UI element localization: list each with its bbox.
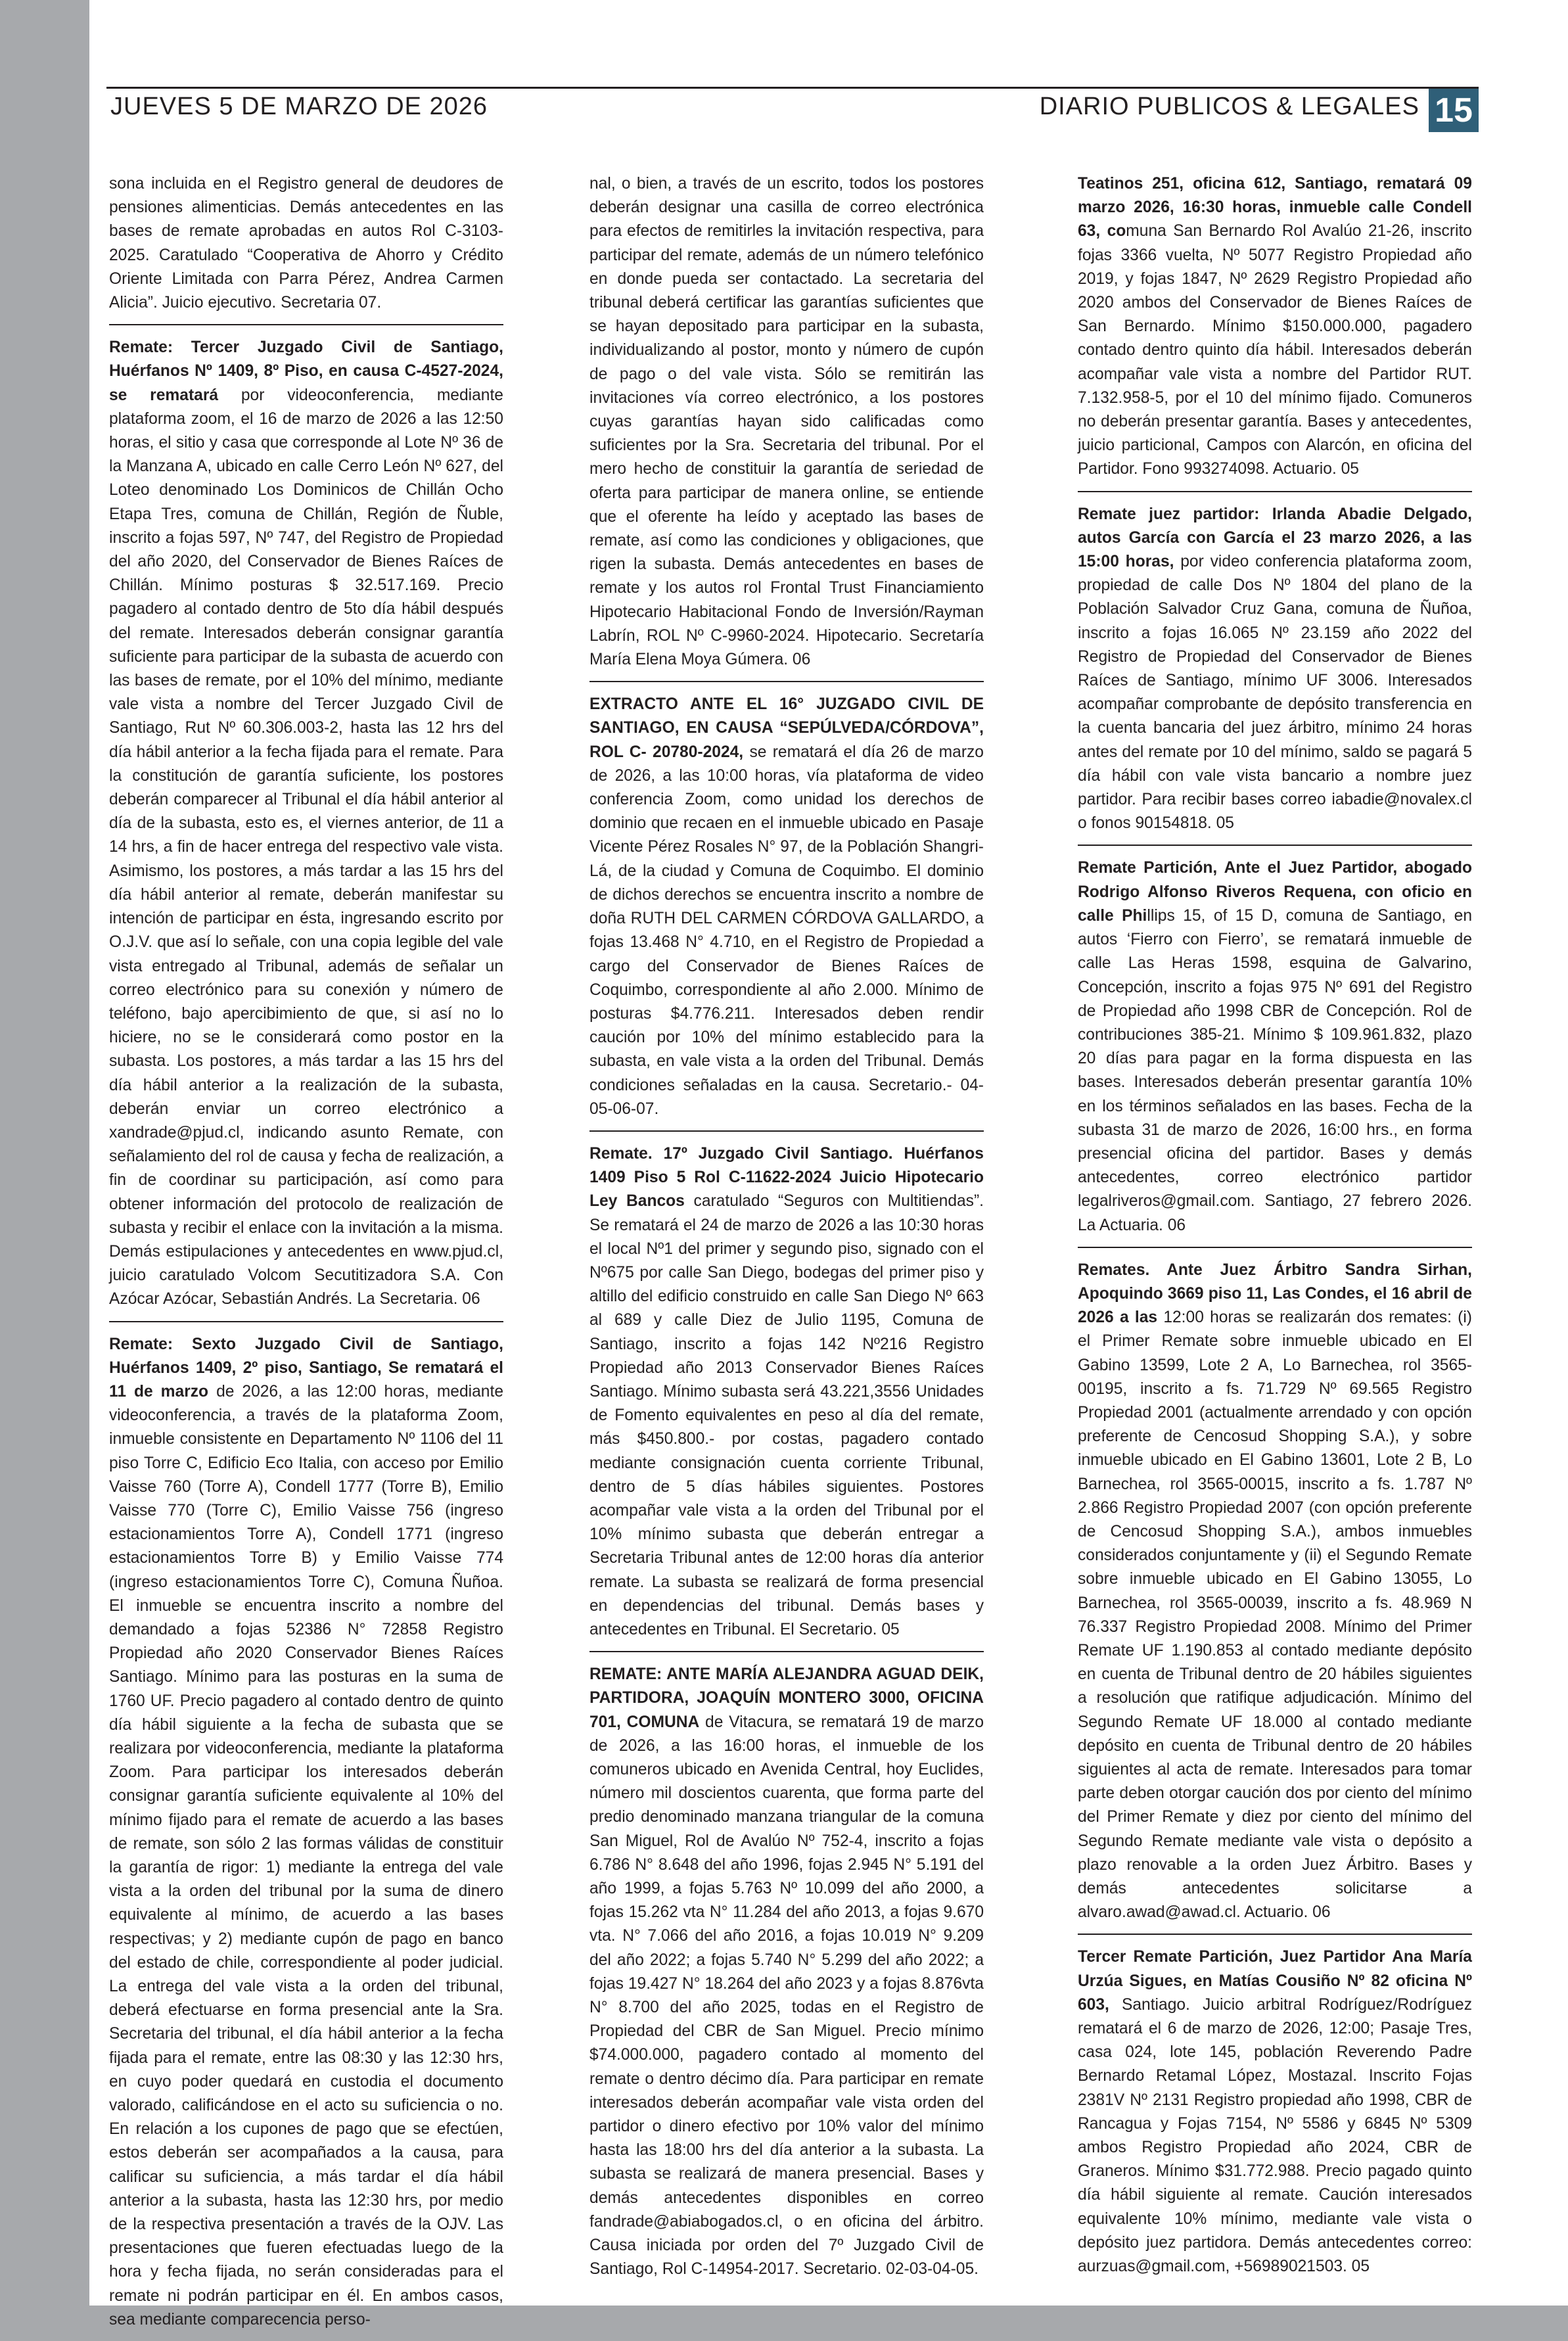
notice-text (1078, 1259, 1472, 1925)
notice-text (109, 336, 503, 1311)
notice-lead: Remate Partición, Ante el Juez Partidor, abogado Rodrigo Alfonso Riveros Requena, con oficio en calle Phi (1078, 859, 1472, 925)
notice-lead: Remate: Tercer Juzgado Civil de Santiago, Huérfanos Nº 1409, 8º Piso, en causa C-4527-2024, se rematará (109, 338, 503, 404)
legal-notice (1078, 1247, 1472, 1934)
newspaper-title: DIARIO PUBLICOS & LEGALES (1039, 93, 1419, 120)
page-number-badge: 15 (1429, 89, 1479, 132)
notice-body: sona incluida en el Registro general de deudores de pensiones alimenticias. Demás antecedentes en las bases de remate aprobadas en autos Rol C-3103-2025. Caratulado “Cooperativa de Ahorro y Crédito Oriente Limitada con Parra Pérez, Andrea Carmen Alicia”. Juicio ejecutivo. Secretaria 07. (109, 175, 503, 312)
notice-body: Santiago. Juicio arbitral Rodríguez/Rodríguez rematará el 6 de marzo de 2026, 12:00; Pasaje Tres, casa 024, lote 145, población Reverendo Padre Bernardo Retamal López, Mostazal. Inscrito Fojas 2381V Nº 2131 Registro propiedad año 1998, CBR de Rancagua y Fojas 7154, Nº 5586 y 6845 Nº 5309 ambos Registro Propiedad año 2024, CBR de Graneros. Mínimo $31.772.988. Precio pagado quinto día hábil siguiente al remate. Caución interesados equivalente 10% mínimo, mediante vale vista o depósito juez partidora. Demás antecedentes correo: aurzuas@gmail.com, +56989021503. 05 (1078, 1995, 1472, 2276)
legal-notice (589, 1130, 984, 1651)
notice-lead: Tercer Remate Partición, Juez Partidor Ana María Urzúa Sigues, en Matías Cousiño Nº 82 oficina Nº 603, (1078, 1948, 1472, 2014)
issue-date: JUEVES 5 DE MARZO DE 2026 (110, 93, 488, 120)
legal-notice (109, 1321, 503, 2341)
notice-text (589, 1663, 984, 2281)
notice-text (109, 172, 503, 315)
notice-body: de 2026, a las 12:00 horas, mediante videoconferencia, a través de la plataforma Zoom, inmueble consistente en Departamento Nº 1106 del 11 piso Torre C, Edificio Eco Italia, con acceso por Emilio Vaisse 760 (Torre A), Condell 1777 (Torre B), Emilio Vaisse 770 (Torre C), Emilio Vaisse 756 (ingreso estacionamientos Torre A), Condell 1771 (ingreso estacionamientos Torre B) y Emilio Vaisse 774 (ingreso estacionamientos Torre C), Comuna Ñuñoa. El inmueble se encuentra inscrito a nombre del demandado a fojas 52386 N° 72858 Registro Propiedad año 2020 Conservador Bienes Raíces Santiago. Mínimo para las posturas en la suma de 1760 UF. Precio pagadero al contado dentro de quinto día hábil siguiente a la fecha de subasta que se realizara por videoconferencia, mediante la plataforma Zoom. Para participar los interesados deberán consignar garantía suficiente equivalente al 10% del mínimo fijado para el remate de acuerdo a las bases de remate, son sólo 2 las formas válidas de constituir la garantía de rigor: 1) mediante la entrega del vale vista a la orden del tribunal por la suma de dinero equivalente al mínimo, de acuerdo a las bases respectivas; y 2) mediante cupón de pago en banco del estado de chile, correspondiente al poder judicial. La entrega del vale vista a la orden del tribunal, deberá efectuarse en forma presencial ante la Sra. Secretaria del tribunal, el día hábil anterior a la fecha fijada para el remate, entre las 08:30 y las 12:30 hrs, en cuyo poder quedará en custodia el documento valorado, calificándose en el acto su suficiencia o no. En relación a los cupones de pago que se efectúen, estos deberán ser acompañados a la causa, para calificar su suficiencia, a más tardar el día hábil anterior a la subasta, hasta las 12:30 hrs, por medio de la respectiva presentación a través de la OJV. Las presentaciones que fueren efectuadas luego de la hora y fecha fijada, no serán consideradas para el remate ni podrán participar en él. En ambos casos, sea mediante comparecencia perso- (109, 1382, 503, 2329)
notice-lead: REMATE: ANTE MARÍA ALEJANDRA AGUAD DEIK, PARTIDORA, JOAQUÍN MONTERO 3000, OFICINA 701, COMUNA (589, 1665, 984, 1731)
legal-notice (1078, 1934, 1472, 2288)
notice-body: nal, o bien, a través de un escrito, todos los postores deberán designar una casilla de correo electrónica para efectos de remitirles la invitación respectiva, para participar del remate, además de un número telefónico en donde pueda ser contactado. La secretaria del tribunal deberá certificar las garantías suficientes que se hayan depositado para participar en la subasta, individualizando al postor, monto y número de cupón de pago o del vale vista. Sólo se remitirán las invitaciones vía correo electrónico, a los postores cuyas garantías hayan sido calificadas como suficientes por la Sra. Secretaria del tribunal. Por el mero hecho de constituir la garantía de seriedad de oferta para participar de manera online, se entiende que el oferente ha leído y aceptado las bases de remate, así como las condiciones y obligaciones, que rigen la subasta. Demás antecedentes en bases de remate y los autos rol Frontal Trust Financiamiento Hipotecario Habitacional Fondo de Inversión/Rayman Labrín, ROL Nº C-9960-2024. Hipotecario. Secretaría María Elena Moya Gúmera. 06 (589, 175, 984, 669)
page-header (106, 87, 1479, 129)
notice-lead: Remate: Sexto Juzgado Civil de Santiago, Huérfanos 1409, 2º piso, Santiago, Se rematará el 11 de marzo (109, 1335, 503, 1401)
notice-body: se rematará el día 26 de marzo de 2026, a las 10:00 horas, vía plataforma de video conferencia Zoom, como unidad los derechos de dominio que recaen en el inmueble ubicado en Pasaje Vicente Pérez Rosales N° 97, de la Población Shangri-Lá, de la ciudad y Comuna de Coquimbo. El dominio de dichos derechos se encuentra inscrito a nombre de doña RUTH DEL CARMEN CÓRDOVA GALLARDO, a fojas 13.468 N° 4.710, en el Registro de Propiedad a cargo del Conservador de Bienes Raíces de Coquimbo, correspondiente al año 2.000. Mínimo de posturas $4.776.211. Interesados deben rendir caución por 10% del mínimo establecido para la subasta, en vale vista a la orden del Tribunal. Demás condiciones señaladas en la causa. Secretario.- 04-05-06-07. (589, 743, 984, 1118)
notice-text (1078, 1945, 1472, 2279)
notice-text (589, 693, 984, 1121)
legal-notice (1078, 845, 1472, 1246)
column-3 (1078, 172, 1472, 2288)
column-1 (109, 172, 503, 2341)
notice-body: muna San Bernardo Rol Avalúo 21-26, inscrito fojas 3366 vuelta, Nº 5077 Registro Propiedad año 2019, y fojas 1847, Nº 2629 Registro Propiedad año 2020 ambos del Conservador de Bienes Raíces de San Bernardo. Mínimo $150.000.000, pagadero contado dentro quinto día hábil. Interesados deberán acompañar vale vista a nombre del Partidor RUT. 7.132.958-5, por el 10 del mínimo fijado. Comuneros no deberán presentar garantía. Bases y antecedentes, juicio particional, Campos con Alarcón, en oficina del Partidor. Fono 993274098. Actuario. 05 (1078, 222, 1472, 478)
notice-body: por video conferencia plataforma zoom, propiedad de calle Dos Nº 1804 del plano de la Población Salvador Cruz Gana, comuna de Ñuñoa, inscrito a fojas 16.065 Nº 23.159 año 2022 del Registro de Propiedad del Conservador de Bienes Raíces de Santiago, mínimo UF 3006. Interesados acompañar comprobante de depósito transferencia en la cuenta bancaria del juez árbitro, mínimo 24 horas antes del remate por 10 del mínimo, saldo se pagará 5 día hábil con vale vista bancario a nombre juez partidor. Para recibir bases correo iabadie@novalex.cl o fonos 90154818. 05 (1078, 553, 1472, 833)
legal-notice (589, 681, 984, 1130)
notice-text (1078, 503, 1472, 836)
notice-body: 12:00 horas se realizarán dos remates: (i) el Primer Remate sobre inmueble ubicado en El Gabino 13599, Lote 2 A, Lo Barnechea, rol 3565-00195, inscrito a fs. 71.729 Nº 69.565 Registro Propiedad 2001 (actualmente arrendado y con opción preferente de Cencosud Shopping S.A.), y sobre inmueble ubicado en El Gabino 13601, Lote 2 B, Lo Barnechea, rol 3565-00015, inscrito a fs. 1.787 Nº 2.866 Registro Propiedad 2007 (con opción preferente de Cencosud Shopping S.A.), ambos inmuebles considerados conjuntamente y (ii) el Segundo Remate sobre inmueble ubicado en El Gabino 13055, Lo Barnechea, rol 3565-00039, inscrito a fs. 48.969 N 76.337 Registro Propiedad 2008. Mínimo del Primer Remate UF 1.190.853 al contado mediante depósito en cuenta de Tribunal dentro de 20 hábiles siguientes a resolución que ratifique adjudicación. Mínimo del Segundo Remate UF 18.000 al contado mediante depósito en cuenta de Tribunal dentro de 20 hábiles siguientes al acta de remate. Interesados para tomar parte deben otorgar caución dos por ciento del mínimo del Primer Remate y diez por ciento del mínimo del Segundo Remate mediante vale vista o depósito a plazo renovable a la orden Juez Árbitro. Bases y demás antecedentes solicitarse a alvaro.awad@awad.cl. Actuario. 06 (1078, 1309, 1472, 1922)
notice-body: llips 15, of 15 D, comuna de Santiago, en autos ‘Fierro con Fierro’, se rematará inmueble de calle Las Heras 1598, esquina de Galvarino, Concepción, inscrito a fojas 975 Nº 691 del Registro de Propiedad año 1998 CBR de Concepción. Rol de contribuciones 385-21. Mínimo $ 109.961.832, plazo 20 días para pagar en la forma dispuesta en las bases. Interesados deberán presentar garantía 10% en los términos señalados en las bases. Fecha de la subasta 31 de marzo de 2026, 16:00 hrs., en forma presencial oficina del partidor. Bases y demás antecedentes, correo electrónico partidor legalriveros@gmail.com. Santiago, 27 febrero 2026. La Actuaria. 06 (1078, 906, 1473, 1234)
legal-notice (109, 172, 503, 324)
notice-lead: EXTRACTO ANTE EL 16° JUZGADO CIVIL DE SANTIAGO, EN CAUSA “SEPÚLVEDA/CÓRDOVA”, ROL C- 20780-2024, (589, 695, 984, 761)
notice-body: caratulado “Seguros con Multitiendas”. Se rematará el 24 de marzo de 2026 a las 10:30 horas el local Nº1 del primer y segundo piso, signado con el Nº675 por calle San Diego, bodegas del primer piso y altillo del edificio construido en calle San Diego Nº 663 al 689 y calle Diez de Julio 1195, Comuna de Santiago, inscrito a fojas 142 Nº216 Registro Propiedad año 2013 Conservador Bienes Raíces Santiago. Mínimo subasta será 43.221,3556 Unidades de Fomento equivalentes en peso al día del remate, más $450.800.- por costas, pagadero contado mediante consignación cuenta corriente Tribunal, dentro de 5 días hábiles siguientes. Postores acompañar vale vista a la orden del Tribunal por el 10% mínimo subasta que deberán entregar a Secretaria Tribunal antes de 12:00 horas día anterior remate. La subasta se realizará de forma presencial en dependencias del tribunal. Demás bases y antecedentes en Tribunal. El Secretario. 05 (589, 1192, 984, 1638)
notice-lead: Teatinos 251, oficina 612, Santiago, rematará 09 marzo 2026, 16:30 horas, inmueble calle Condell 63, co (1078, 175, 1472, 241)
notice-body: de Vitacura, se rematará 19 de marzo de 2026, a las 16:00 horas, el inmueble de los comuneros ubicado en Avenida Central, hoy Euclides, número mil doscientos cuarenta, que forma parte del predio denominado manzana triangular de la comuna San Miguel, Rol de Avalúo Nº 752-4, inscrito a fojas 6.786 N° 8.648 del año 1996, fojas 2.945 N° 5.191 del año 1999, a fojas 5.763 Nº 10.099 del año 2000, a fojas 15.262 vta N° 11.284 del año 2013, a fojas 9.670 vta. N° 7.066 del año 2016, a fojas 10.019 N° 9.209 del año 2022; a fojas 5.740 N° 5.299 del año 2022; a fojas 19.427 N° 18.264 del año 2023 y a fojas 8.876vta N° 8.700 del año 2025, todas en el Registro de Propiedad del CBR de San Miguel. Precio mínimo $74.000.000, pagadero contado al momento del remate o dentro décimo día. Para participar en remate interesados deberán acompañar vale vista orden del partidor o dinero efectivo por 10% valor del mínimo hasta las 18:00 hrs del día anterior a la subasta. La subasta se realizará de manera presencial. Bases y demás antecedentes disponibles en correo fandrade@abiabogados.cl, o en oficina del árbitro. Causa iniciada por orden del 7º Juzgado Civil de Santiago, Rol C-14954-2017. Secretario. 02-03-04-05. (589, 1713, 984, 2279)
notice-text (1078, 172, 1472, 482)
legal-notice (1078, 491, 1472, 845)
legal-notice (1078, 172, 1472, 491)
notice-text (109, 1333, 503, 2332)
legal-notice (109, 324, 503, 1320)
notice-lead: Remates. Ante Juez Árbitro Sandra Sirhan, Apoquindo 3669 piso 11, Las Condes, el 16 abril de 2026 a las (1078, 1261, 1472, 1327)
notice-body: por videoconferencia, mediante plataforma zoom, el 16 de marzo de 2026 a las 12:50 horas, el sitio y casa que corresponde al Lote Nº 36 de la Manzana A, ubicado en calle Cerro León Nº 627, del Loteo denominado Los Dominicos de Chillán Ocho Etapa Tres, comuna de Chillán, Región de Ñuble, inscrito a fojas 597, Nº 747, del Registro de Propiedad del año 2020, del Conservador de Bienes Raíces de Chillán. Mínimo posturas $ 32.517.169. Precio pagadero al contado dentro de 5to día hábil después del remate. Interesados deberán consignar garantía suficiente para participar de la subasta de acuerdo con las bases de remate, por el 10% del mínimo, mediante vale vista a nombre del Tercer Juzgado Civil de Santiago, Rut Nº 60.306.003-2, hasta las 12 hrs del día hábil anterior a la fecha fijada para el remate. Para la constitución de garantía suficiente, los postores deberán comparecer al Tribunal el día hábil anterior al día de la subasta, esto es, el viernes anterior, de 11 a 14 hrs, a fin de hacer entrega del respectivo vale vista. Asimismo, los postores, a más tardar a las 15 hrs del día hábil anterior al remate, deberán manifestar su intención de participar en ésta, ingresando escrito por O.J.V. que así lo señale, con una copia legible del vale vista entregado al Tribunal, además de señalar un correo electrónico para su conexión y número de teléfono, bajo apercibimiento de que, si así no lo hiciere, no se le considerará como postor en la subasta. Los postores, a más tardar a las 15 hrs del día hábil anterior a la realización de la subasta, deberán enviar un correo electrónico a xandrade@pjud.cl, indicando asunto Remate, con señalamiento del rol de causa y fecha de realización, a fin de coordinar su participación, así como para obtener información del protocolo de realización de subasta y recibir el enlace con la invitación a la misma. Demás estipulaciones y antecedentes en www.pjud.cl, juicio caratulado Volcom Secutitizadora S.A. Con Azócar Azócar, Sebastián Andrés. La Secretaria. 06 (109, 386, 503, 1309)
notice-lead: Remate juez partidor: Irlanda Abadie Delgado, autos García con García el 23 marzo 2026, a las 15:00 horas, (1078, 505, 1472, 571)
notice-text (589, 1142, 984, 1642)
notice-text (1078, 856, 1472, 1237)
legal-notice (589, 172, 984, 681)
legal-notice (589, 1651, 984, 2290)
column-2 (589, 172, 984, 2290)
notice-lead: Remate. 17º Juzgado Civil Santiago. Huérfanos 1409 Piso 5 Rol C-11622-2024 Juicio Hipotecario Ley Bancos (589, 1144, 984, 1211)
notice-text (589, 172, 984, 672)
